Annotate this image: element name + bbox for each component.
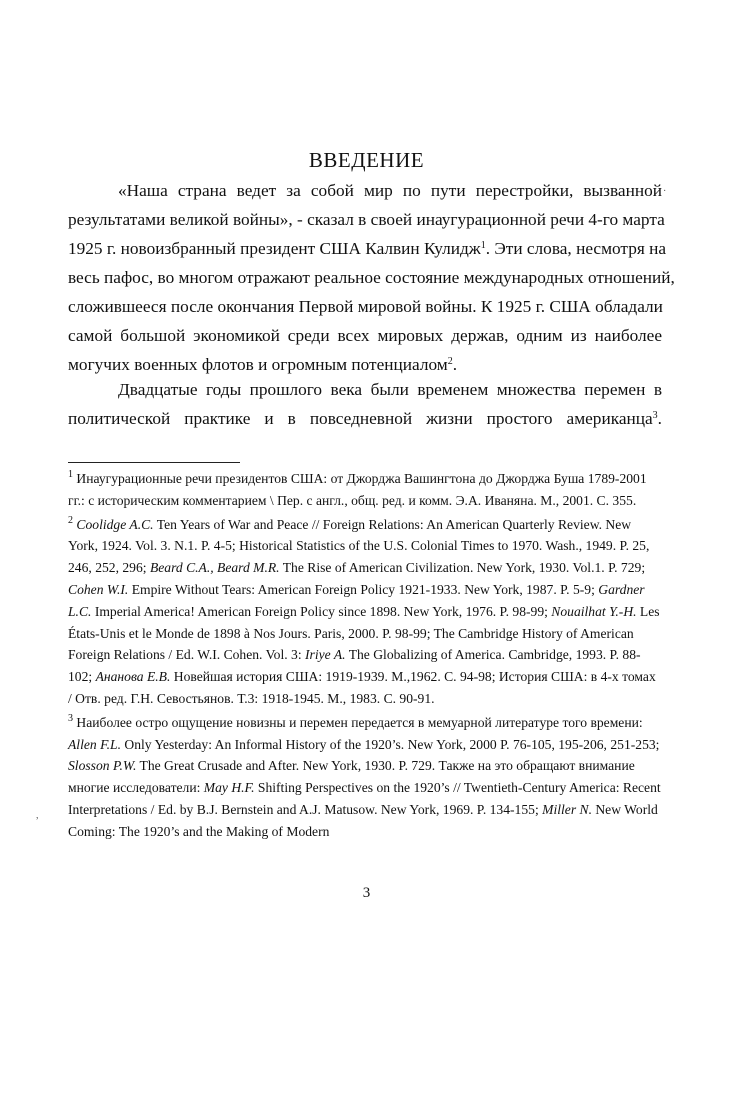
author-name: Ананова Е.В. (95, 669, 171, 685)
footnote-text: Наиболее остро ощущение новизны и перемен передается в мемуарной литературе того времени: (76, 714, 643, 730)
text-span: могучих военных флотов и огромным потенциалом (68, 355, 448, 374)
text-span: 1925 г. новоизбранный президент США Калвин Кулидж (68, 239, 481, 258)
text-line (68, 234, 667, 263)
author-name: Coolidge A.C. (76, 516, 154, 532)
text-span: . Эти слова, несмотря на (485, 239, 667, 258)
author-name: Beard C.A., Beard M.R. (149, 560, 280, 576)
footnote-number: 3 (68, 712, 73, 724)
author-name: Slosson P.W. (68, 758, 137, 774)
text-line (68, 404, 662, 433)
footnote-ref-2: 2 (447, 356, 453, 367)
footnote-text: The Great Crusade and After. New York, 1930. P. 729. Также на это обращают внимание многие исследователи: (68, 758, 635, 796)
footnote-1 (68, 468, 662, 512)
footnote-number: 2 (68, 514, 73, 526)
text-span: . (657, 409, 662, 428)
page-number: 3 (362, 885, 371, 901)
paragraph-1 (68, 176, 675, 379)
author-name: Miller N. (542, 801, 592, 817)
footnote-2 (68, 514, 662, 710)
footnote-text: The Globalizing of America. Cambridge, 1993. P. 88-102; (68, 647, 641, 685)
footnote-text: Empire Without Tears: American Foreign Policy 1921-1933. New York, 1987. P. 5-9; (128, 581, 599, 597)
text-span: политической практике и в повседневной жизни простого американца (68, 409, 653, 428)
footnote-ref-3: 3 (652, 410, 658, 421)
margin-mark: , (36, 810, 39, 821)
footnotes (68, 468, 662, 845)
footnote-3 (68, 712, 662, 843)
footnote-text: Новейшая история США: 1919-1939. М.,1962. С. 94-98; История США: в 4-х томах / Отв. ред. Г.Н. Севостьянов. Т.3: 1918-1945. М., 1983. С. 90-91. (68, 669, 656, 706)
footnote-text: New World Coming: The 1920’s and the Making of Modern (68, 801, 658, 839)
footnote-separator (68, 462, 240, 463)
footnote-number: 1 (68, 469, 73, 480)
text-line: сложившееся после окончания Первой мировой войны. К 1925 г. США обладали (68, 297, 663, 316)
author-name: Gardner L.C. (68, 581, 645, 619)
author-name: Iriye A. (305, 647, 346, 663)
page-title: ВВЕДЕНИЕ (308, 148, 425, 172)
footnote-text: The Rise of American Civilization. New York, 1930. Vol.1. P. 729; (279, 560, 646, 576)
author-name: Allen F.L. (68, 736, 121, 752)
author-name: May H.F. (203, 780, 255, 796)
footnote-text: Ten Years of War and Peace // Foreign Relations: An American Quarterly Review. New York, 1924. Vol. 3. N.1. P. 4-5; Historical Statistics of the U.S. Colonial Times to 1970. Wash., 1949. P. 25, 246, 252, 296; (68, 516, 650, 576)
text-line: весь пафос, во многом отражают реальное состояние международных отношений, (68, 268, 675, 287)
author-name: Nouailhat Y.-H. (551, 603, 637, 619)
footnote-text: Shifting Perspectives on the 1920’s // Twentieth-Century America: Recent Interpretations / Ed. by B.J. Bernstein and A.J. Matusow. New York, 1969. P. 134-155; (68, 780, 661, 817)
text-line: «Наша страна ведет за собой мир по пути перестройки, вызванной (118, 181, 662, 200)
author-name: Cohen W.I. (68, 581, 129, 597)
footnote-text: Инаугурационные речи президентов США: от Джорджа Вашингтона до Джорджа Буша 1789-2001 гг.: с историческим комментарием \ Пер. с англ., общ. ред. и комм. Э.А. Иваняна. М., 2001. С. 355. (68, 471, 647, 508)
footnote-text: Imperial America! American Foreign Policy since 1898. New York, 1976. P. 98-99; (91, 603, 552, 619)
paragraph-2 (68, 375, 662, 433)
footnote-text: Only Yesterday: An Informal History of the 1920’s. New York, 2000 P. 76-105, 195-206, 251-253; (121, 736, 660, 752)
footnote-text: Les États-Unis et le Monde de 1898 à Nos Jours. Paris, 2000. P. 98-99; The Cambridge History of American Foreign Relations / Ed. W.I. Cohen. Vol. 3: (68, 603, 660, 663)
text-line: Двадцатые годы прошлого века были временем множества перемен в (118, 380, 662, 399)
margin-mark: · (663, 186, 667, 197)
footnote-ref-1: 1 (480, 240, 486, 251)
text-line: результатами великой войны», - сказал в своей инаугурационной речи 4-го марта (68, 210, 665, 229)
text-line: самой большой экономикой среди всех мировых держав, одним из наиболее (68, 326, 662, 345)
text-span: . (452, 355, 458, 374)
